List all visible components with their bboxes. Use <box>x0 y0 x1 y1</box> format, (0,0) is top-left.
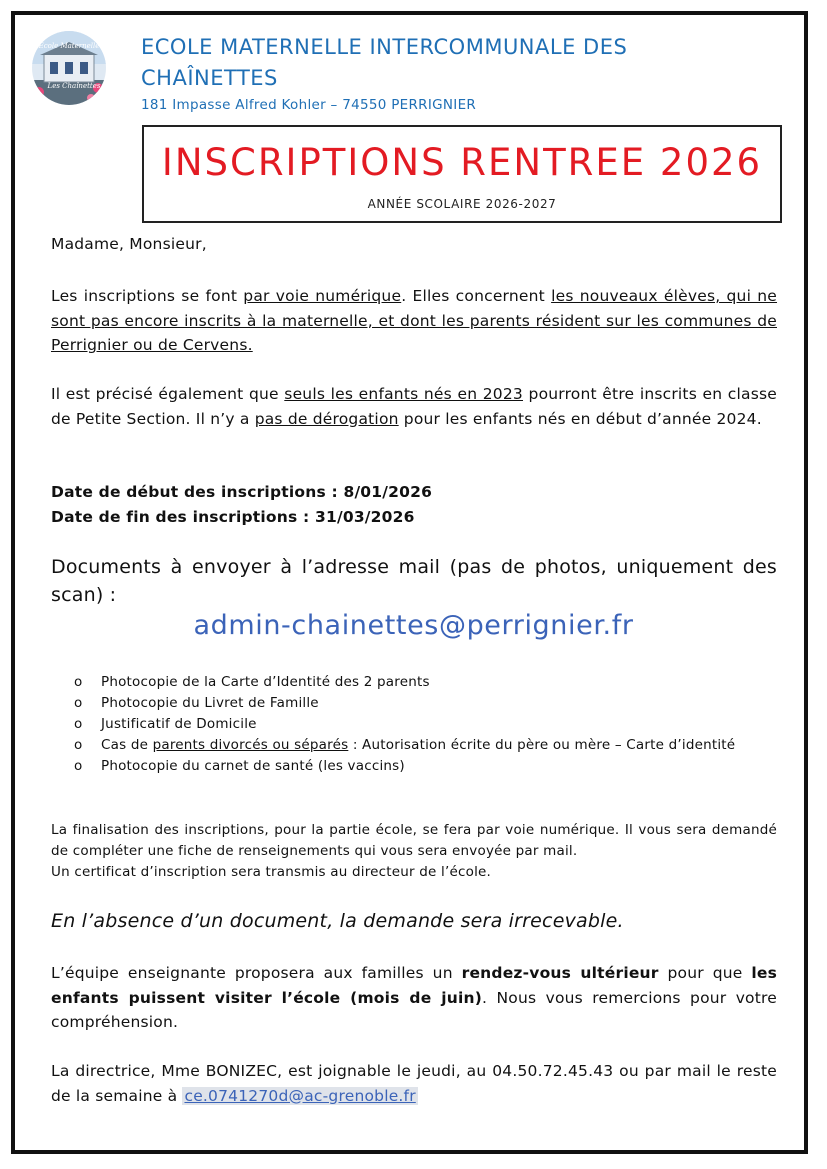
p4-bold-appointment: rendez-vous ultérieur <box>461 964 659 982</box>
bullet-icon: o <box>74 737 83 753</box>
list-item <box>74 693 779 714</box>
bullet-icon: o <box>74 716 83 732</box>
warning-text: En l’absence d’un document, la demande sera irrecevable. <box>51 910 624 932</box>
school-year: ANNÉE SCOLAIRE 2026-2027 <box>367 197 557 211</box>
list-item-text: Photocopie du Livret de Famille <box>101 695 319 711</box>
list-item <box>74 672 779 693</box>
paragraph-inscriptions <box>51 284 777 358</box>
date-end: Date de fin des inscriptions : 31/03/2026 <box>51 508 415 526</box>
documents-list <box>74 672 779 777</box>
school-logo <box>30 24 108 112</box>
list-item-text-a: Cas de <box>101 737 153 753</box>
paragraph-eligibility <box>51 382 777 431</box>
p3-line2: Un certificat d’inscription sera transmis au directeur de l’école. <box>51 864 492 880</box>
p4-text-b: pour que <box>658 964 752 982</box>
p4-bold-visit: les enfants puissent visiter l’école (mois de juin) <box>51 964 778 1007</box>
list-item-underline: parents divorcés ou séparés <box>152 737 349 753</box>
admin-email-link[interactable]: admin-chainettes@perrignier.fr <box>193 610 634 641</box>
bullet-icon: o <box>74 674 83 690</box>
p1-underline-new-students: les nouveaux élèves, qui ne sont pas encore inscrits à la maternelle, et dont les parents résident sur les communes de Perrignier ou de Cervens. <box>51 287 778 354</box>
p1-text-b: . Elles concernent <box>401 287 552 305</box>
logo-text-bottom: Les Chaînettes <box>47 82 101 90</box>
page-title: INSCRIPTIONS RENTREE 2026 <box>161 141 763 184</box>
p1-underline-digital: par voie numérique <box>243 287 402 305</box>
paragraph-finalisation <box>51 820 777 883</box>
director-email-link[interactable]: ce.0741270d@ac-grenoble.fr <box>184 1086 416 1105</box>
list-item-text-b: : Autorisation écrite du père ou mère – Carte d’identité <box>348 737 736 753</box>
p2-text-c: pour les enfants nés en début d’année 2024. <box>398 409 762 428</box>
list-item <box>74 714 779 735</box>
bullet-icon: o <box>74 758 83 774</box>
school-name-line1: ECOLE MATERNELLE INTERCOMMUNALE DES <box>141 35 628 59</box>
p5-text: La directrice, Mme BONIZEC, est joignable le jeudi, au 04.50.72.45.43 ou par mail le reste de la semaine à <box>51 1062 777 1105</box>
school-address: 181 Impasse Alfred Kohler – 74550 PERRIGNIER <box>141 97 477 113</box>
p4-text-a: L’équipe enseignante proposera aux familles un <box>51 964 462 982</box>
school-name-line2: CHAÎNETTES <box>141 66 278 90</box>
bullet-icon: o <box>74 695 83 711</box>
list-item-text: Photocopie de la Carte d’Identité des 2 parents <box>101 674 430 690</box>
p3-line1: La finalisation des inscriptions, pour la partie école, se fera par voie numérique. Il vous sera demandé de compléter une fiche de renseignements qui vous sera envoyée par mail. <box>51 822 777 859</box>
list-item-text: Photocopie du carnet de santé (les vaccins) <box>101 758 405 774</box>
p2-text-b: pourront être inscrits en classe de Petite Section. Il n’y a <box>51 385 778 428</box>
p2-underline-born-2023: seuls les enfants nés en 2023 <box>284 385 523 403</box>
title-box <box>142 125 782 223</box>
list-item <box>74 756 779 777</box>
logo-text-top: Ecole Maternelle <box>38 42 100 50</box>
date-start: Date de début des inscriptions : 8/01/2026 <box>51 483 433 501</box>
p2-text-a: Il est précisé également que <box>51 385 285 403</box>
list-item-text: Justificatif de Domicile <box>101 716 257 732</box>
p1-text-a: Les inscriptions se font <box>51 287 244 305</box>
school-header <box>141 32 701 113</box>
p2-underline-no-derogation: pas de dérogation <box>254 409 399 428</box>
p4-text-c: . Nous vous remercions pour votre compréhension. <box>51 988 777 1031</box>
documents-intro: Documents à envoyer à l’adresse mail (pas de photos, uniquement des scan) : <box>51 556 777 606</box>
paragraph-contact <box>51 1059 777 1108</box>
greeting: Madame, Monsieur, <box>51 235 207 253</box>
paragraph-visit <box>51 961 777 1035</box>
list-item <box>74 735 779 756</box>
